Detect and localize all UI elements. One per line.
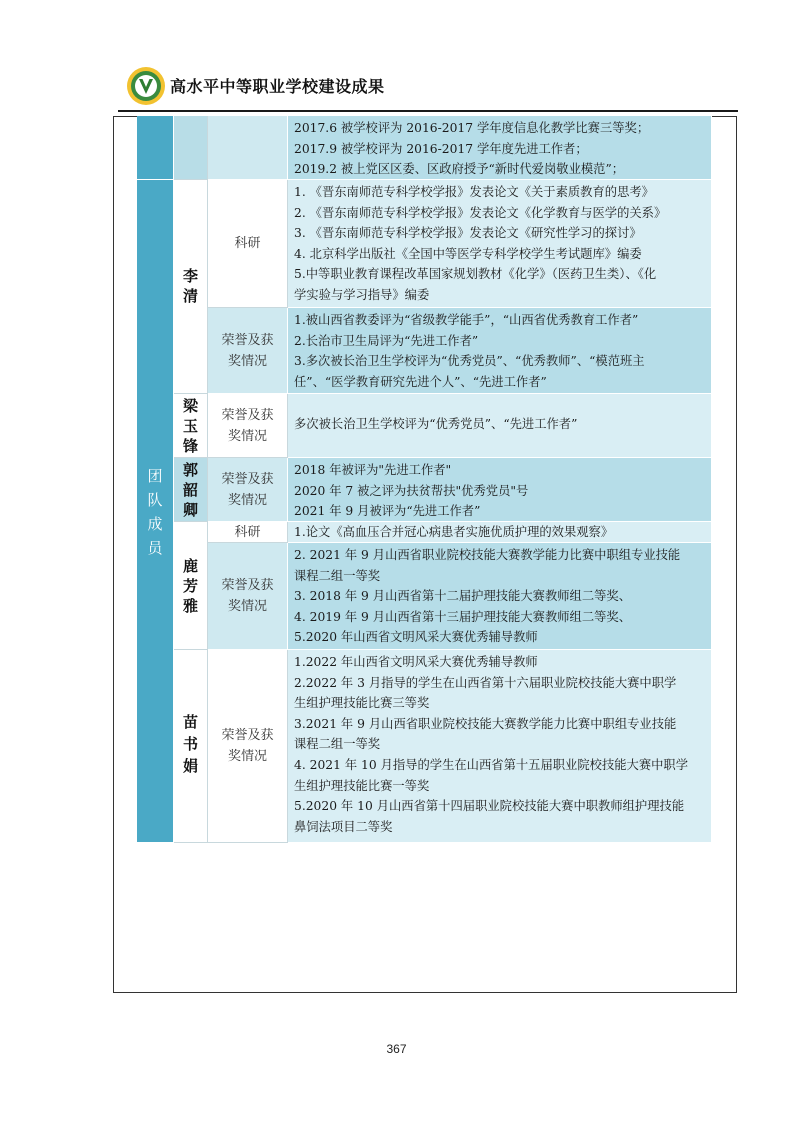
header-divider [118, 110, 738, 112]
category-label: 荣誉及获奖情况 [221, 332, 274, 369]
category-cell-continued [208, 116, 288, 180]
team-label-char: 员 [147, 539, 163, 557]
detail-line: 5.中等职业教育课程改革国家规划教材《化学》（医药卫生类）、《化 [294, 267, 657, 282]
category-label: 科研 [234, 236, 261, 251]
team-label-char: 队 [147, 491, 163, 509]
detail-cell-previous [288, 116, 712, 180]
detail-line: 课程二组一等奖 [294, 737, 381, 752]
detail-line: 2.长治市卫生局评为“先进工作者” [294, 333, 479, 348]
category-cell [208, 522, 288, 543]
member-name-char: 雅 [182, 597, 198, 615]
detail-line: 生组护理技能比赛三等奖 [294, 696, 430, 711]
detail-line: 5.2020 年 10 月山西省第十四届职业院校技能大赛中职教师组护理技能 [294, 799, 685, 814]
detail-line: 2020 年 7 被之评为扶贫帮扶"优秀党员"号 [294, 483, 529, 498]
detail-line: 多次被长治卫生学校评为“优秀党员”、“先进工作者” [294, 417, 578, 431]
detail-line: 4. 2019 年 9 月山西省第十三届护理技能大赛教师组二等奖、 [294, 609, 632, 624]
member-name-cell [174, 522, 208, 650]
member-name-cell [174, 394, 208, 458]
member-name-char: 苗 [182, 713, 198, 731]
detail-line: 2019.2 被上党区区委、区政府授予“新时代爱岗敬业模范”； [294, 162, 625, 177]
detail-cell [288, 522, 712, 543]
member-name-char: 郭 [182, 461, 198, 479]
page-number: 367 [386, 1042, 407, 1056]
detail-line: 2021 年 9 月被评为“先进工作者” [294, 504, 481, 519]
detail-cell [288, 543, 712, 650]
member-name-char: 李 [182, 267, 198, 285]
team-column [137, 180, 174, 843]
member-name-char: 清 [182, 287, 198, 305]
member-name-char: 卿 [182, 501, 198, 519]
category-cell [208, 650, 288, 843]
detail-line: 2.2022 年 3 月指导的学生在山西省第十六届职业院校技能大赛中职学 [294, 675, 677, 690]
detail-line: 3. 《晋东南师范专科学校学报》发表论文《研究性学习的探讨》 [294, 226, 642, 241]
team-label-char: 成 [147, 515, 163, 533]
detail-line: 鼻饲法项目二等奖 [294, 819, 393, 834]
detail-cell [288, 180, 712, 308]
detail-line: 1.被山西省教委评为“省级教学能手”，“山西省优秀教育工作者” [294, 313, 639, 327]
category-label: 荣誉及获奖情况 [221, 728, 274, 764]
detail-line: 2. 《晋东南师范专科学校学报》发表论文《化学教育与医学的关系》 [294, 205, 667, 220]
member-name-cell [174, 458, 208, 522]
detail-line: 2017.9 被学校评为 2016-2017 学年度先进工作者； [294, 141, 588, 156]
category-label: 荣誉及获奖情况 [221, 578, 274, 614]
team-label-char: 团 [147, 467, 163, 485]
page-header [118, 62, 738, 114]
category-label: 荣誉及获奖情况 [221, 471, 274, 508]
detail-line: 任”、“医学教育研究先进个人”、“先进工作者” [294, 374, 547, 389]
category-label: 科研 [234, 524, 261, 540]
detail-line: 课程二组一等奖 [294, 568, 381, 583]
detail-cell [288, 308, 712, 394]
category-cell [208, 394, 288, 458]
detail-line: 学实验与学习指导》编委 [294, 287, 430, 302]
detail-line: 3.2021 年 9 月山西省职业院校技能大赛教学能力比赛中职组专业技能 [294, 716, 677, 731]
header-title: 高水平中等职业学校建设成果 [170, 77, 385, 96]
detail-line: 生组护理技能比赛一等奖 [294, 778, 430, 793]
category-cell [208, 543, 288, 650]
member-name-char: 娟 [182, 757, 198, 775]
member-name-cell [174, 650, 208, 843]
detail-line: 4. 2021 年 10 月指导的学生在山西省第十五届职业院校技能大赛中职学 [294, 757, 689, 772]
detail-line: 5.2020 年山西省文明风采大赛优秀辅导教师 [294, 630, 538, 645]
detail-line: 3. 2018 年 9 月山西省第十二届护理技能大赛教师组二等奖、 [294, 589, 632, 604]
team-column-top [137, 116, 174, 180]
detail-line: 2017.6 被学校评为 2016-2017 学年度信息化教学比赛三等奖； [294, 121, 650, 135]
member-name-char: 锋 [182, 437, 198, 455]
member-name-char: 韶 [182, 481, 198, 499]
category-cell [208, 180, 288, 308]
member-name-char: 书 [182, 735, 198, 753]
detail-cell [288, 458, 712, 522]
detail-cell [288, 650, 712, 843]
detail-line: 1. 《晋东南师范专科学校学报》发表论文《关于素质教育的思考》 [294, 185, 654, 199]
category-label: 荣誉及获奖情况 [221, 407, 274, 444]
member-name-cell [174, 180, 208, 394]
detail-cell [288, 394, 712, 458]
detail-line: 2018 年被评为"先进工作者" [294, 463, 452, 477]
category-cell [208, 458, 288, 522]
member-name-char: 芳 [182, 577, 198, 595]
detail-line: 1.论文《高血压合并冠心病患者实施优质护理的效果观察》 [294, 525, 614, 539]
name-cell-continued [174, 116, 208, 180]
detail-line: 4. 北京科学出版社《全国中等医学专科学校学生考试题库》编委 [294, 246, 642, 261]
member-name-char: 梁 [182, 397, 198, 415]
category-cell [208, 308, 288, 394]
detail-line: 1.2022 年山西省文明风采大赛优秀辅导教师 [294, 655, 538, 669]
school-logo-icon [126, 66, 166, 106]
member-name-char: 鹿 [182, 557, 198, 575]
detail-line: 3.多次被长治卫生学校评为“优秀党员”、“优秀教师”、“模范班主 [294, 354, 645, 369]
member-name-char: 玉 [182, 417, 198, 435]
detail-line: 2. 2021 年 9 月山西省职业院校技能大赛教学能力比赛中职组专业技能 [294, 548, 681, 562]
